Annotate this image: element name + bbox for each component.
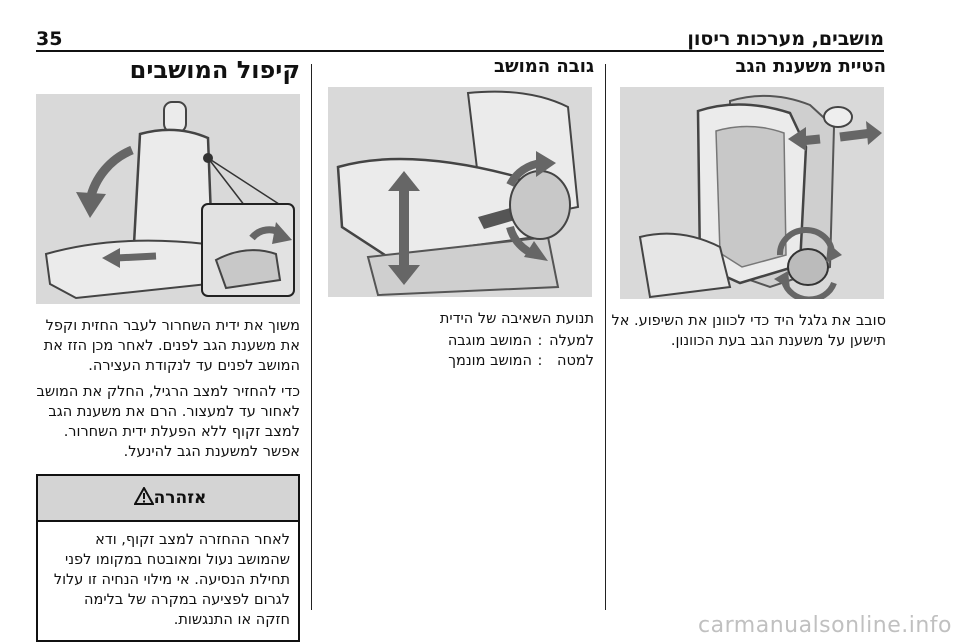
page-header (36, 28, 884, 50)
fold-text-1: משוך את ידית השחרור לעבר החזית וקפל את משענת הגב לפנים. לאחר מכן הזז את המושב לפנים עד לנקודת העצירה. (43, 318, 300, 374)
column-divider (311, 64, 312, 610)
table-row (318, 331, 594, 351)
fold-text-2: כדי להחזיר למצב הרגיל, החלק את המושב לאחור עד למעצור. הרם את משענת הגב למצב זקוף ללא הפעלת ידית השחרור. אפשר למשענת הגב להינעל. (36, 384, 300, 460)
direction-label: למטה (557, 353, 594, 369)
header-title: מושבים, מערכות ריסון (687, 28, 884, 50)
section-title: גובה המושב (493, 56, 594, 77)
table-row (318, 351, 594, 371)
warning-title: אזהרה (153, 488, 207, 508)
section-title: הטיית משענת הגב (735, 56, 886, 77)
section-fold-seats (36, 56, 300, 642)
warning-box (36, 474, 300, 642)
warning-text: לאחר ההחזרה למצב זקוף, ודא שהמושב נעול ומאובטח במקומו לפני תחילת הנסיעה. אי מילוי הנחיה זו עלול לגרום לפציעה במקרה של בלימה חזקה או התנגשות. (53, 532, 290, 628)
figure-fold-seats (36, 94, 300, 304)
separator: : (537, 333, 543, 349)
direction-result: המושב מוגבה (447, 333, 532, 349)
header-rule (36, 50, 884, 52)
page-number: 35 (36, 28, 63, 50)
direction-label: למעלה (549, 333, 594, 349)
direction-result: המושב מונמך (448, 353, 532, 369)
section-seat-height (318, 56, 594, 371)
section-title: קיפול המושבים (129, 56, 300, 84)
watermark: carmanualsonline.info (698, 613, 952, 638)
figure-seat-height (328, 87, 592, 297)
backrest-tilt-text: סובב את גלגל היד כדי לכוונן את השיפוע. אל תישען על משענת הגב בעת הכוונון. (611, 313, 886, 349)
figure-backrest-tilt (620, 87, 884, 299)
section-backrest-tilt (606, 56, 886, 351)
seat-height-table (318, 331, 594, 371)
seat-height-intro: תנועת השאיבה של הידית (439, 311, 594, 327)
warning-header (38, 476, 298, 522)
separator: : (537, 353, 543, 369)
warning-triangle-icon (134, 487, 154, 510)
